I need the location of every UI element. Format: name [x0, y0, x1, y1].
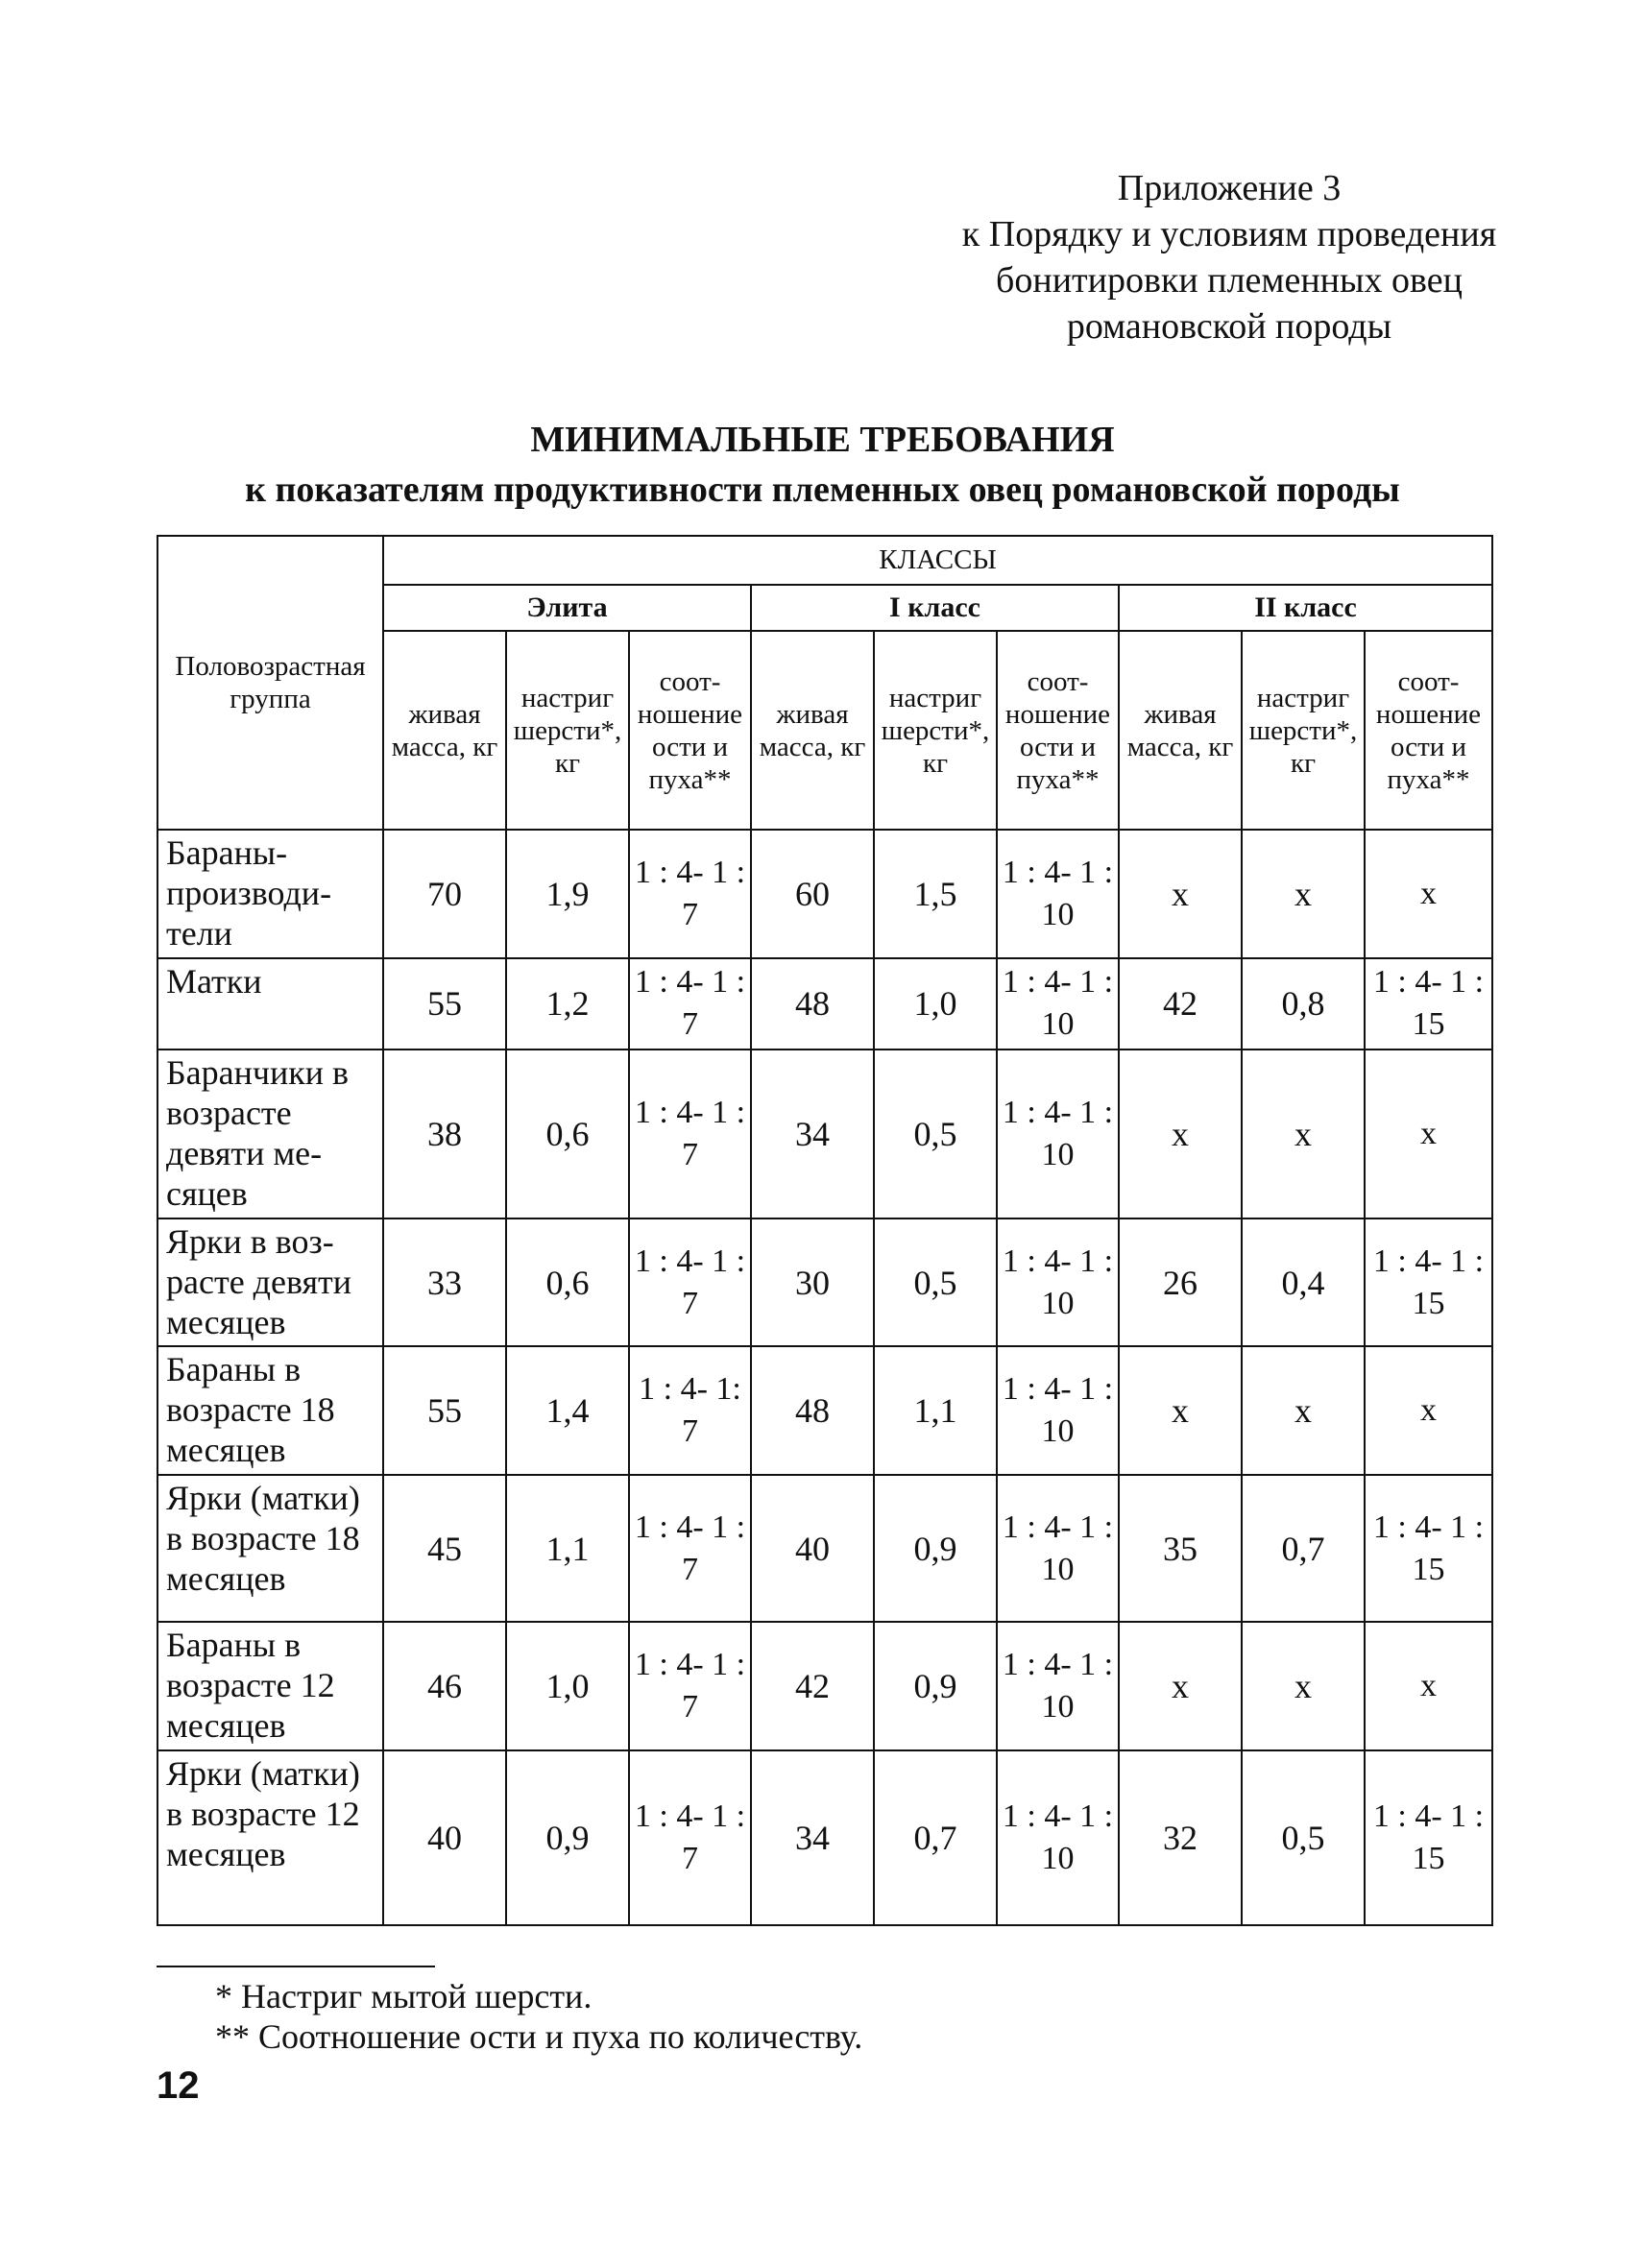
ratio-cell: 1 : 4- 1 : 7	[629, 958, 751, 1050]
subheader-live-weight: живая масса, кг	[383, 631, 506, 830]
table-row	[157, 1750, 1492, 1925]
appendix-line: бонитировки племенных овец	[996, 260, 1463, 301]
value-cell: 26	[1119, 1218, 1242, 1346]
value-cell: 48	[751, 1346, 874, 1474]
ratio-cell: 1 : 4- 1 : 10	[997, 1050, 1119, 1218]
value-cell: 42	[1119, 958, 1242, 1050]
value-cell: 0,9	[506, 1750, 629, 1925]
table-row	[157, 958, 1492, 1050]
title-line-1: МИНИМАЛЬНЫЕ ТРЕБОВАНИЯ	[530, 420, 1115, 460]
value-cell: 33	[383, 1218, 506, 1346]
footnote: * Настриг мытой шерсти.	[215, 1977, 593, 2015]
value-cell: х	[1119, 1050, 1242, 1218]
value-cell: 0,4	[1242, 1218, 1365, 1346]
value-cell: 55	[383, 1346, 506, 1474]
subheader-awn-down-ratio: соотношение ости и пуха**	[629, 631, 751, 830]
requirements-table	[157, 535, 1493, 1926]
value-cell: 1,5	[874, 830, 997, 957]
value-cell: 55	[383, 958, 506, 1050]
value-cell: х	[1242, 830, 1365, 957]
title-line-2: к показателям продуктивности племенных овец романовской породы	[245, 470, 1400, 510]
table-row	[157, 1050, 1492, 1218]
value-cell: 1,9	[506, 830, 629, 957]
row-group-label: Ярки (матки) в возрасте 12 месяцев	[157, 1750, 383, 1925]
ratio-cell: х	[1365, 1622, 1492, 1749]
group-header: Половозрастная группа	[157, 536, 383, 830]
value-cell: 0,8	[1242, 958, 1365, 1050]
value-cell: х	[1242, 1346, 1365, 1474]
ratio-cell: 1 : 4- 1 : 10	[997, 1622, 1119, 1749]
value-cell: 60	[751, 830, 874, 957]
ratio-cell: 1 : 4- 1 : 7	[629, 1475, 751, 1623]
value-cell: 0,6	[506, 1218, 629, 1346]
table-row	[157, 1346, 1492, 1474]
appendix-line: романовской породы	[1066, 306, 1392, 347]
value-cell: 34	[751, 1050, 874, 1218]
value-cell: 40	[751, 1475, 874, 1623]
value-cell: 1,0	[506, 1622, 629, 1749]
ratio-cell: 1 : 4- 1 : 7	[629, 1050, 751, 1218]
footnotes	[215, 1976, 1464, 2057]
classes-header: КЛАССЫ	[383, 536, 1492, 585]
ratio-cell: 1 : 4- 1 : 10	[997, 830, 1119, 957]
value-cell: 1,1	[874, 1346, 997, 1474]
ratio-cell: х	[1365, 1050, 1492, 1218]
ratio-cell: 1 : 4- 1: 7	[629, 1346, 751, 1474]
value-cell: 0,7	[874, 1750, 997, 1925]
ratio-cell: 1 : 4- 1 : 15	[1365, 958, 1492, 1050]
footnote-divider	[157, 1966, 435, 1967]
value-cell: 40	[383, 1750, 506, 1925]
subheader-live-weight: живая масса, кг	[751, 631, 874, 830]
row-group-label: Ярки в возрасте девяти месяцев	[157, 1218, 383, 1346]
subheader-awn-down-ratio: соотношение ости и пуха**	[1365, 631, 1492, 830]
ratio-cell: 1 : 4- 1 : 10	[997, 1475, 1119, 1623]
value-cell: х	[1119, 830, 1242, 957]
value-cell: 46	[383, 1622, 506, 1749]
ratio-cell: 1 : 4- 1 : 7	[629, 1218, 751, 1346]
value-cell: 0,5	[1242, 1750, 1365, 1925]
class-header-first: I класс	[751, 585, 1119, 632]
subheader-wool-clip: настриг шерсти*, кг	[874, 631, 997, 830]
ratio-cell: 1 : 4- 1 : 15	[1365, 1475, 1492, 1623]
value-cell: х	[1242, 1050, 1365, 1218]
value-cell: 0,9	[874, 1475, 997, 1623]
row-group-label: Бараны в возрасте 18 месяцев	[157, 1346, 383, 1474]
ratio-cell: 1 : 4- 1 : 7	[629, 830, 751, 957]
value-cell: 34	[751, 1750, 874, 1925]
ratio-cell: х	[1365, 830, 1492, 957]
ratio-cell: 1 : 4- 1 : 10	[997, 1750, 1119, 1925]
value-cell: 38	[383, 1050, 506, 1218]
table-row	[157, 1622, 1492, 1749]
value-cell: 70	[383, 830, 506, 957]
document-title	[0, 415, 1645, 515]
subheader-wool-clip: настриг шерсти*, кг	[1242, 631, 1365, 830]
value-cell: 32	[1119, 1750, 1242, 1925]
subheader-awn-down-ratio: соотношение ости и пуха**	[997, 631, 1119, 830]
value-cell: х	[1119, 1346, 1242, 1474]
row-group-label: Бараны-производители	[157, 830, 383, 957]
class-header-second: II класс	[1119, 585, 1492, 632]
value-cell: 35	[1119, 1475, 1242, 1623]
ratio-cell: 1 : 4- 1 : 10	[997, 1346, 1119, 1474]
class-header-elite: Элита	[383, 585, 751, 632]
value-cell: х	[1242, 1622, 1365, 1749]
value-cell: 0,5	[874, 1218, 997, 1346]
ratio-cell: 1 : 4- 1 : 15	[1365, 1750, 1492, 1925]
ratio-cell: 1 : 4- 1 : 10	[997, 958, 1119, 1050]
table-row	[157, 1218, 1492, 1346]
subheader-live-weight: живая масса, кг	[1119, 631, 1242, 830]
appendix-line: к Порядку и условиям проведения	[961, 214, 1497, 254]
value-cell: 1,2	[506, 958, 629, 1050]
value-cell: 1,0	[874, 958, 997, 1050]
table-row	[157, 830, 1492, 957]
value-cell: х	[1119, 1622, 1242, 1749]
value-cell: 45	[383, 1475, 506, 1623]
value-cell: 1,4	[506, 1346, 629, 1474]
ratio-cell: 1 : 4- 1 : 7	[629, 1622, 751, 1749]
value-cell: 1,1	[506, 1475, 629, 1623]
row-group-label: Бараны в возрасте 12 месяцев	[157, 1622, 383, 1749]
table-row	[157, 1475, 1492, 1623]
appendix-line: Приложение 3	[1117, 168, 1342, 208]
subheader-wool-clip: настриг шерсти*, кг	[506, 631, 629, 830]
row-group-label: Ярки (матки) в возрасте 18 месяцев	[157, 1475, 383, 1623]
value-cell: 48	[751, 958, 874, 1050]
row-group-label: Баранчики в возрасте девяти месяцев	[157, 1050, 383, 1218]
value-cell: 0,5	[874, 1050, 997, 1218]
value-cell: 0,6	[506, 1050, 629, 1218]
ratio-cell: х	[1365, 1346, 1492, 1474]
footnote: ** Соотношение ости и пуха по количеству.	[215, 2017, 863, 2056]
ratio-cell: 1 : 4- 1 : 7	[629, 1750, 751, 1925]
value-cell: 42	[751, 1622, 874, 1749]
value-cell: 0,9	[874, 1622, 997, 1749]
ratio-cell: 1 : 4- 1 : 15	[1365, 1218, 1492, 1346]
value-cell: 0,7	[1242, 1475, 1365, 1623]
page-number: 12	[157, 2064, 200, 2107]
row-group-label: Матки	[157, 958, 383, 1050]
ratio-cell: 1 : 4- 1 : 10	[997, 1218, 1119, 1346]
appendix-note	[893, 165, 1565, 350]
value-cell: 30	[751, 1218, 874, 1346]
